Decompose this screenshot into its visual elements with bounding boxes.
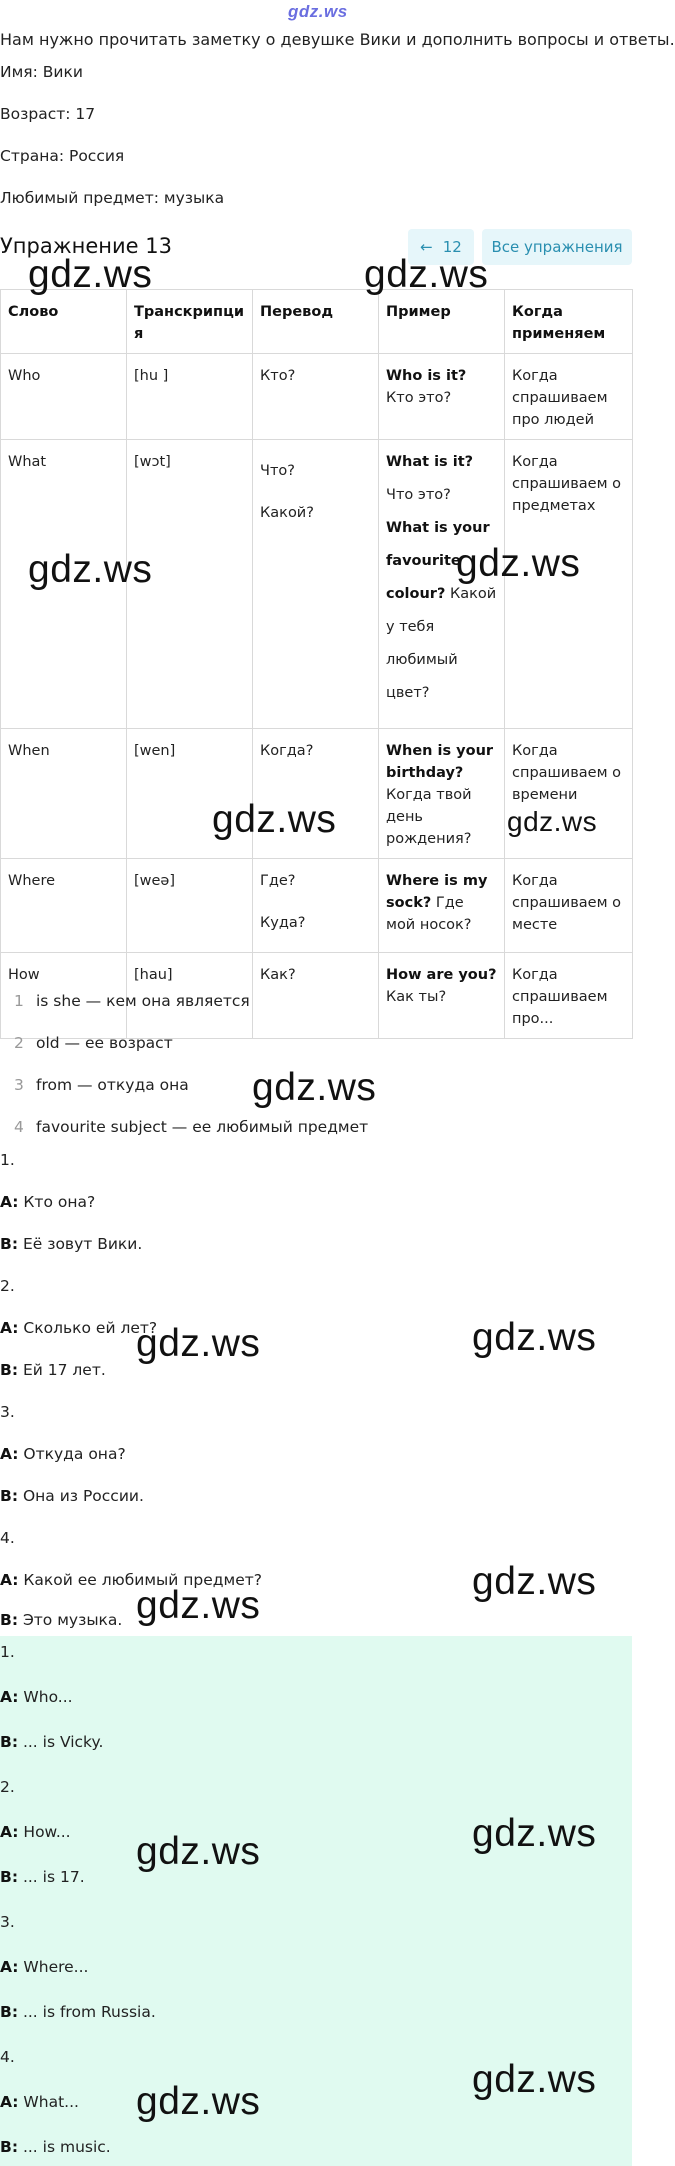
cell-usage: Когда спрашиваем о предметах — [505, 440, 633, 729]
cell-translation: Когда? — [253, 729, 379, 859]
cell-example — [379, 729, 505, 859]
col-header-usage: Когда применяем — [505, 290, 633, 354]
translation-line: Какой? — [260, 505, 314, 521]
qa-answer: B: Её зовут Вики. — [0, 1235, 143, 1253]
watermark: gdz.ws — [472, 1812, 597, 1855]
cell-word: How — [1, 953, 127, 1039]
cell-transcription: [hau] — [127, 953, 253, 1039]
qa-number: 2. — [0, 1277, 15, 1295]
note-name: Имя: Вики — [0, 63, 83, 81]
note-age: Возраст: 17 — [0, 105, 96, 123]
list-item: 2 old — ее возраст — [14, 1034, 173, 1052]
example-text: Когда твой день рождения? — [386, 787, 472, 847]
example-bold: Who is it? — [386, 368, 467, 384]
qa-answer: B: Она из России. — [0, 1487, 144, 1505]
example-text: Что это? — [386, 487, 451, 503]
example-text: Кто это? — [386, 390, 452, 406]
example-text: Как ты? — [386, 989, 447, 1005]
watermark: gdz.ws — [472, 1560, 597, 1603]
example-text: Какой у тебя любимый цвет? — [386, 586, 497, 701]
watermark: gdz.ws — [364, 253, 489, 296]
watermark: gdz.ws — [28, 253, 153, 296]
all-exercises-label: Все упражнения — [491, 238, 623, 256]
cell-word: Who — [1, 354, 127, 440]
translation-line: Что? — [260, 463, 295, 479]
qa-answer: B: ... is Vicky. — [0, 1733, 104, 1751]
site-logo[interactable]: gdz.ws — [288, 2, 348, 21]
qa-answer: B: ... is 17. — [0, 1868, 85, 1886]
cell-example — [379, 953, 505, 1039]
list-item: 3 from — откуда она — [14, 1076, 189, 1094]
cell-example — [379, 859, 505, 953]
qa-question: A: Сколько ей лет? — [0, 1319, 158, 1337]
qa-answer: B: ... is music. — [0, 2138, 111, 2156]
watermark: gdz.ws — [507, 806, 598, 837]
col-header-transcription: Транскрипция — [127, 290, 253, 354]
qa-question: A: Откуда она? — [0, 1445, 126, 1463]
cell-translation — [253, 859, 379, 953]
col-header-example: Пример — [379, 290, 505, 354]
qa-number: 4. — [0, 1529, 15, 1547]
intro-text: Нам нужно прочитать заметку о девушке Вики и дополнить вопросы и ответы. — [0, 30, 675, 49]
qa-number: 4. — [0, 2048, 15, 2066]
cell-transcription: [wen] — [127, 729, 253, 859]
qa-answer: B: Это музыка. — [0, 1611, 123, 1629]
cell-translation — [253, 440, 379, 729]
prev-exercise-label: 12 — [442, 238, 462, 256]
words-table — [0, 289, 633, 1039]
example-bold: How are you? — [386, 967, 497, 983]
example-bold: Where is my sock? — [386, 873, 488, 911]
example-bold: What is your favourite colour? — [386, 520, 490, 602]
qa-question: A: Who... — [0, 1688, 73, 1706]
qa-question: A: Какой ее любимый предмет? — [0, 1571, 262, 1589]
table-row — [1, 859, 633, 953]
watermark: gdz.ws — [136, 1830, 261, 1873]
note-country: Страна: Россия — [0, 147, 125, 165]
cell-usage: Когда спрашиваем про людей — [505, 354, 633, 440]
watermark: gdz.ws — [136, 1322, 261, 1365]
cell-transcription: [hu ] — [127, 354, 253, 440]
qa-question: A: What... — [0, 2093, 79, 2111]
watermark: gdz.ws — [136, 1584, 261, 1627]
watermark: gdz.ws — [472, 1316, 597, 1359]
watermark: gdz.ws — [472, 2058, 597, 2101]
table-row — [1, 354, 633, 440]
example-bold: What is it? — [386, 454, 474, 470]
watermark: gdz.ws — [212, 798, 337, 841]
cell-word: When — [1, 729, 127, 859]
qa-question: A: Кто она? — [0, 1193, 96, 1211]
watermark: gdz.ws — [136, 2080, 261, 2123]
arrow-left-icon: ← — [420, 238, 433, 256]
watermark: gdz.ws — [252, 1066, 377, 1109]
cell-word: Where — [1, 859, 127, 953]
cell-translation: Как? — [253, 953, 379, 1039]
cell-usage: Когда спрашиваем о времени — [505, 729, 633, 859]
qa-number: 2. — [0, 1778, 15, 1796]
watermark: gdz.ws — [456, 542, 581, 585]
cell-usage: Когда спрашиваем про... — [505, 953, 633, 1039]
qa-question: A: How... — [0, 1823, 71, 1841]
cell-transcription: [weə] — [127, 859, 253, 953]
qa-number: 3. — [0, 1403, 15, 1421]
col-header-word: Слово — [1, 290, 127, 354]
qa-number: 1. — [0, 1643, 15, 1661]
watermark: gdz.ws — [28, 548, 153, 591]
qa-answer: B: ... is from Russia. — [0, 2003, 156, 2021]
exercise-title: Упражнение 13 — [0, 234, 172, 258]
col-header-translation: Перевод — [253, 290, 379, 354]
qa-number: 1. — [0, 1151, 15, 1169]
qa-question: A: Where... — [0, 1958, 89, 1976]
list-item: 1 is she — кем она является — [14, 992, 250, 1010]
all-exercises-button[interactable] — [482, 229, 632, 265]
cell-example — [379, 354, 505, 440]
example-bold: When is your birthday? — [386, 743, 494, 781]
example-text: Где мой носок? — [386, 895, 472, 933]
cell-transcription: [wɔt] — [127, 440, 253, 729]
note-subject: Любимый предмет: музыка — [0, 189, 225, 207]
qa-answer: B: Ей 17 лет. — [0, 1361, 106, 1379]
translation-line: Где? — [260, 873, 296, 889]
qa-number: 3. — [0, 1913, 15, 1931]
translation-line: Куда? — [260, 915, 306, 931]
cell-translation: Кто? — [253, 354, 379, 440]
cell-word: What — [1, 440, 127, 729]
list-item: 4 favourite subject — ее любимый предмет — [14, 1118, 369, 1136]
cell-usage: Когда спрашиваем о месте — [505, 859, 633, 953]
